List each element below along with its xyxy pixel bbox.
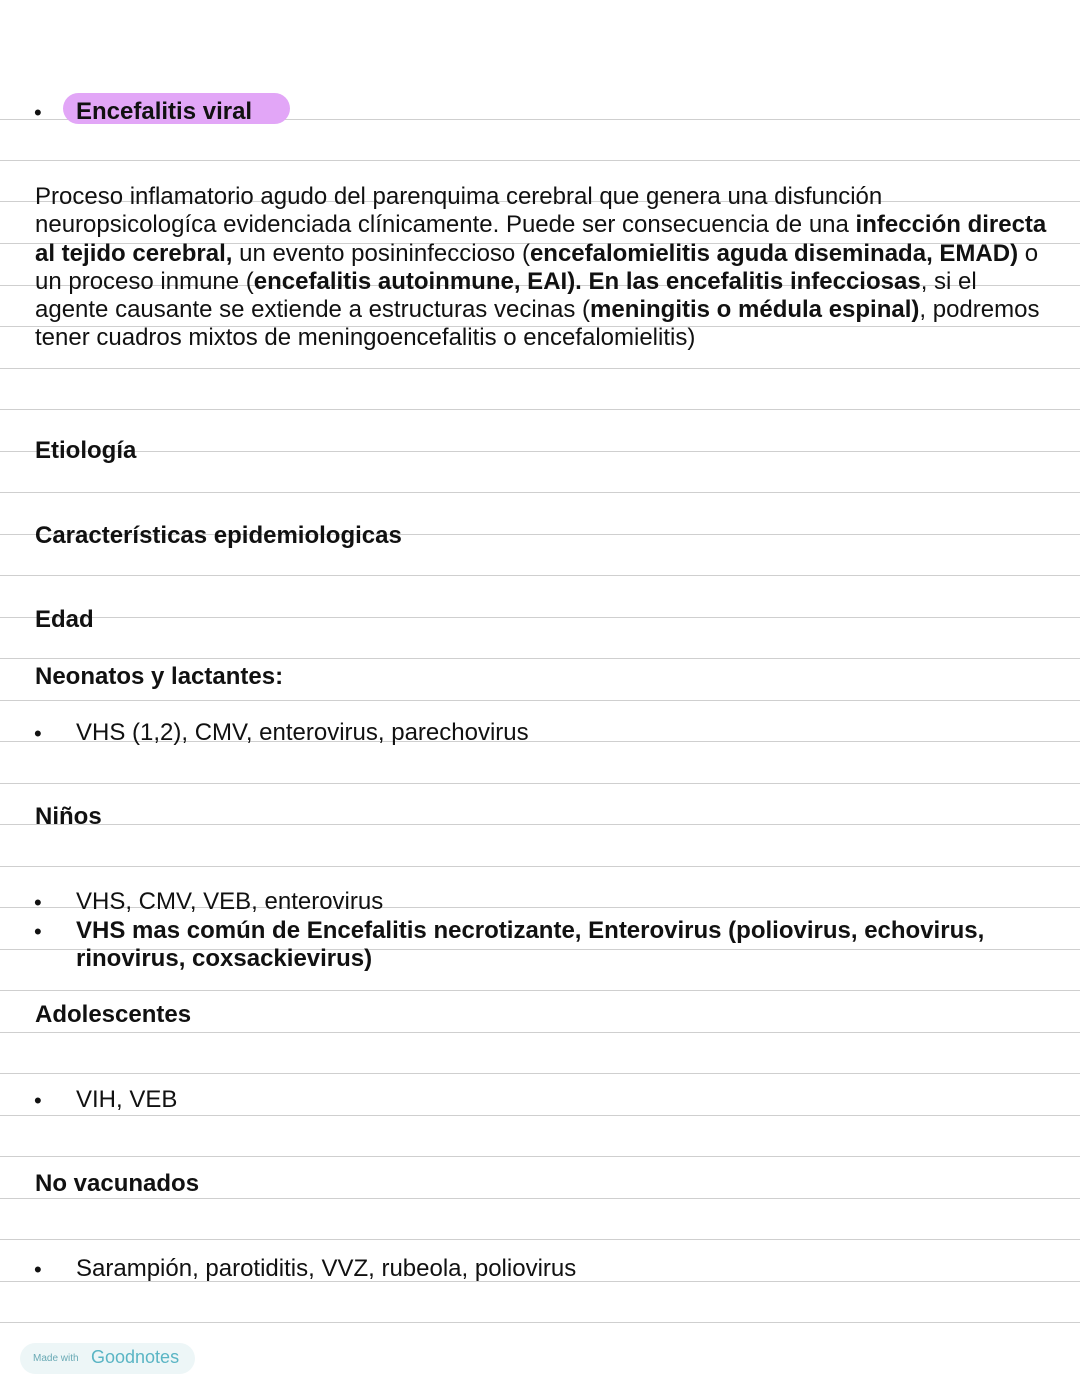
heading-no-vacunados: No vacunados: [35, 1170, 200, 1197]
heading-etiologia: Etiología: [35, 437, 137, 464]
intro-text: un evento posininfeccioso (: [232, 239, 530, 267]
heading-neonatos: Neonatos y lactantes:: [35, 663, 284, 690]
heading-edad: Edad: [35, 606, 94, 633]
bullet: •: [34, 721, 42, 746]
bullet: •: [34, 1088, 42, 1113]
bullet: •: [34, 1257, 42, 1282]
intro-text: Proceso inflamatorio agudo del parenquima cerebral que genera una disfunción neuropsicologíca evidenciada clínicamente. Puede ser consecuencia de una: [35, 183, 883, 239]
list-item-ninos: VHS, CMV, VEB, enterovirus: [76, 888, 384, 915]
list-item-ninos-bold-cont: rinovirus, coxsackievirus): [76, 945, 373, 972]
list-item-adolescentes: VIH, VEB: [76, 1086, 178, 1113]
intro-bold: encefalomielitis aguda diseminada, EMAD): [529, 239, 1019, 267]
heading-adolescentes: Adolescentes: [35, 1001, 192, 1028]
intro-bold: infección directa al tejido cerebral,: [35, 211, 1047, 267]
page-title: Encefalitis viral: [76, 98, 253, 125]
made-with-label: Made with: [33, 1353, 79, 1364]
list-item-ninos-bold: VHS mas común de Encefalitis necrotizante, Enterovirus (poliovirus, echovirus,: [76, 917, 985, 944]
intro-bold: meningitis o médula espinal): [590, 296, 920, 324]
bullet: •: [34, 100, 42, 125]
list-item-no-vacunados: Sarampión, parotiditis, VVZ, rubeola, poliovirus: [76, 1255, 577, 1282]
heading-epidemiologia: Características epidemiologicas: [35, 522, 402, 549]
intro-bold: encefalitis autoinmune, EAI). En las encefalitis infecciosas: [253, 267, 921, 295]
list-item-neonatos: VHS (1,2), CMV, enterovirus, parechovirus: [76, 719, 529, 746]
intro-text: , podremos tener cuadros mixtos de meningoencefalitis o encefalomielitis): [35, 296, 1040, 352]
intro-text: o un proceso inmune (: [35, 239, 1039, 295]
heading-ninos: Niños: [35, 803, 102, 830]
bullet: •: [34, 919, 42, 944]
intro-paragraph: [35, 183, 1055, 353]
made-with-goodnotes-badge: [20, 1343, 195, 1374]
bullet: •: [34, 890, 42, 915]
goodnotes-logo: Goodnotes: [91, 1347, 180, 1367]
intro-text: , si el agente causante se extiende a estructuras vecinas (: [35, 267, 977, 324]
